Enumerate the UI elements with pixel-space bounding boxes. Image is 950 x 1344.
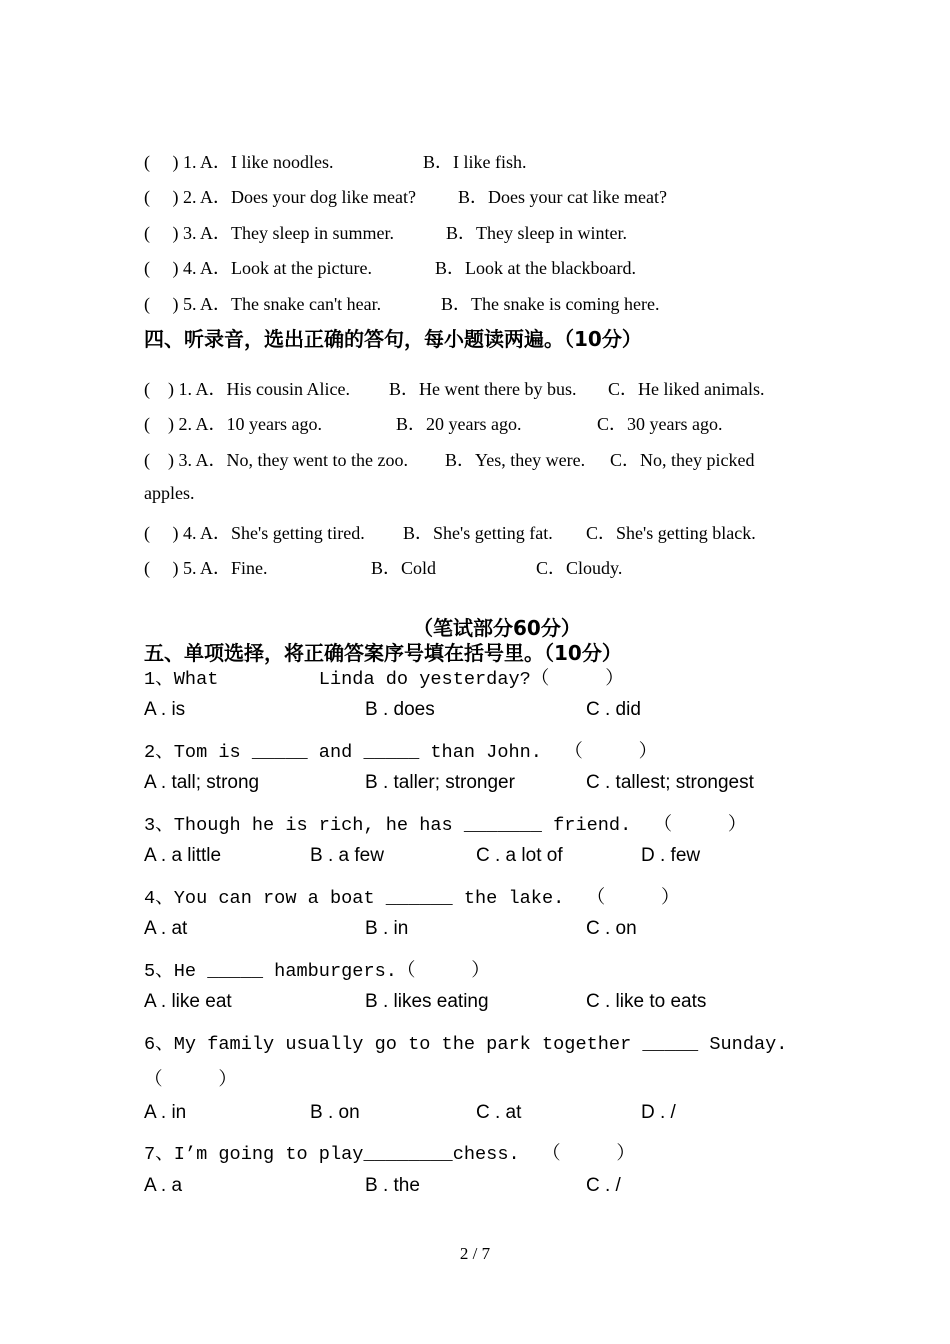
option-a: ( ) 3. A．They sleep in summer. [144,223,394,243]
question-line [144,254,636,280]
option-c: C．No, they picked [610,450,755,470]
question-stem: 4、You can row a boat ______ the lake. （ ） [144,888,680,909]
options-row [144,699,641,721]
option-b: B．Cold [371,558,437,578]
option-a: A . a little [144,845,222,866]
option-b: B．Look at the blackboard. [435,258,636,278]
question-line [144,148,527,174]
option-a: A . tall; strong [144,772,260,793]
option-b: B．They sleep in winter. [446,223,627,243]
option-a: ( ) 2. A．10 years ago. [144,414,322,434]
option-b: B．The snake is coming here. [441,294,660,314]
option-a: ( ) 5. A．Fine. [144,558,268,578]
option-b: B . likes eating [365,991,489,1012]
option-c: C . on [586,918,637,939]
question-stem: 7、I’m going to play________chess. （ ） [144,1144,635,1165]
option-c: C．He liked animals. [608,379,765,399]
option-b: B．I like fish. [423,152,527,172]
option-a: A . is [144,699,186,720]
option-c: C . did [586,699,641,720]
question-stem: 2、Tom is _____ and _____ than John. （ ） [144,742,658,763]
option-b: B．20 years ago. [396,414,522,434]
options-row [144,918,637,940]
option-b: B . on [310,1102,360,1123]
option-c: C . a lot of [476,845,563,866]
question-continuation: （ ） [144,1070,237,1091]
option-a: ( ) 4. A．She's getting tired. [144,523,365,543]
option-c: C . / [586,1175,621,1196]
option-b: B．She's getting fat. [403,523,553,543]
option-a: ( ) 2. A．Does your dog like meat? [144,187,416,207]
option-c: C．She's getting black. [586,523,756,543]
option-a: ( ) 4. A．Look at the picture. [144,258,372,278]
option-c: C . at [476,1102,522,1123]
option-a: A . at [144,918,188,939]
question-line [144,290,660,316]
option-b: B . does [365,699,435,720]
option-a: A . in [144,1102,187,1123]
option-a: ( ) 5. A．The snake can't hear. [144,294,382,314]
option-d: D . few [641,845,701,866]
option-a: ( ) 1. A．I like noodles. [144,152,334,172]
option-c: C . tallest; strongest [586,772,754,793]
option-b: B . in [365,918,409,939]
question-stem: 3、Though he is rich, he has _______ friend. （ ） [144,815,747,836]
option-a: A . a [144,1175,183,1196]
section-4-title: 四、听录音，选出正确的答句，每小题读两遍。（10分） [144,327,642,351]
option-c: C．Cloudy. [536,558,623,578]
page-number: 2 / 7 [459,1244,491,1263]
question-line [144,519,756,545]
question-line [144,183,667,209]
question-stem: 1、What Linda do yesterday?（ ） [144,669,624,690]
written-part-heading: （笔试部分60分） [413,616,581,640]
question-line [144,554,623,580]
options-row [144,1175,621,1197]
option-d: D . / [641,1102,676,1123]
options-row [144,772,754,794]
option-b: B．Does your cat like meat? [458,187,667,207]
options-row [144,991,707,1013]
option-b: B．He went there by bus. [389,379,577,399]
section-5-title: 五、单项选择，将正确答案序号填在括号里。（10分） [144,641,622,665]
option-a: ( ) 3. A．No, they went to the zoo. [144,450,408,470]
question-line [144,375,765,401]
option-b: B . taller; stronger [365,772,515,793]
option-b: B．Yes, they were. [445,450,586,470]
option-b: B . the [365,1175,420,1196]
option-a: ( ) 1. A．His cousin Alice. [144,379,350,399]
question-stem: 5、He _____ hamburgers.（ ） [144,961,490,982]
option-c: C . like to eats [586,991,707,1012]
option-b: B . a few [310,845,384,866]
option-a: A . like eat [144,991,232,1012]
option-c: C．30 years ago. [597,414,723,434]
question-continuation: apples. [144,483,195,503]
question-line [144,410,723,436]
question-line [144,219,627,245]
options-row [144,1102,676,1124]
question-line [144,446,755,472]
question-stem: 6、My family usually go to the park together _____ Sunday. [144,1034,788,1055]
options-row [144,845,701,867]
